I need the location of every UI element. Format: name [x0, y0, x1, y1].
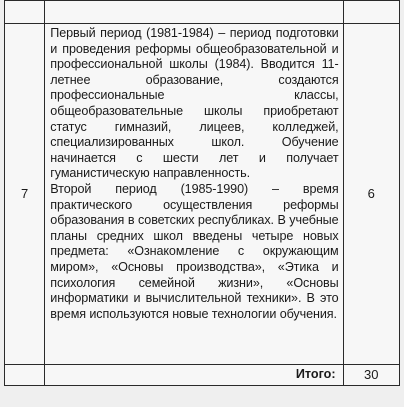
- table-cell-empty: [5, 1, 45, 24]
- table-row-total: [5, 365, 400, 386]
- row-number: 7: [5, 24, 45, 365]
- table-cell-empty: [5, 365, 45, 386]
- total-label: Итого:: [45, 365, 343, 386]
- table-cell-empty: [45, 1, 343, 24]
- topic-description-cell: [45, 24, 343, 365]
- table-row: [5, 24, 400, 365]
- curriculum-table: [4, 0, 400, 386]
- hours-value: 6: [343, 24, 399, 365]
- paragraph-second-period: Второй период (1985-1990) – время практического осуществления реформы образования в советских республиках. В учебные планы средних школ введены четыре новых предмета: «Ознакомление с окружающим миром», «Основы производства», «Этика и психология семейной жизни», «Основы информатики и вычислительной техники». В это время используются новые технологии обучения.: [50, 181, 339, 321]
- table-row-previous: [5, 1, 400, 24]
- paragraph-first-period: Первый период (1981-1984) – период подготовки и проведения реформы общеобразовательной и профессиональной школы (1984). Вводится 11-летнее образование, создаются профессиональные классы, общеобразовательные школы приобретают статус гимназий, лицеев, колледжей, специализированных школ. Обучение начинается с шести лет и получает гуманистическую направленность.: [50, 26, 339, 181]
- table-cell-empty: [343, 1, 399, 24]
- total-value: 30: [343, 365, 399, 386]
